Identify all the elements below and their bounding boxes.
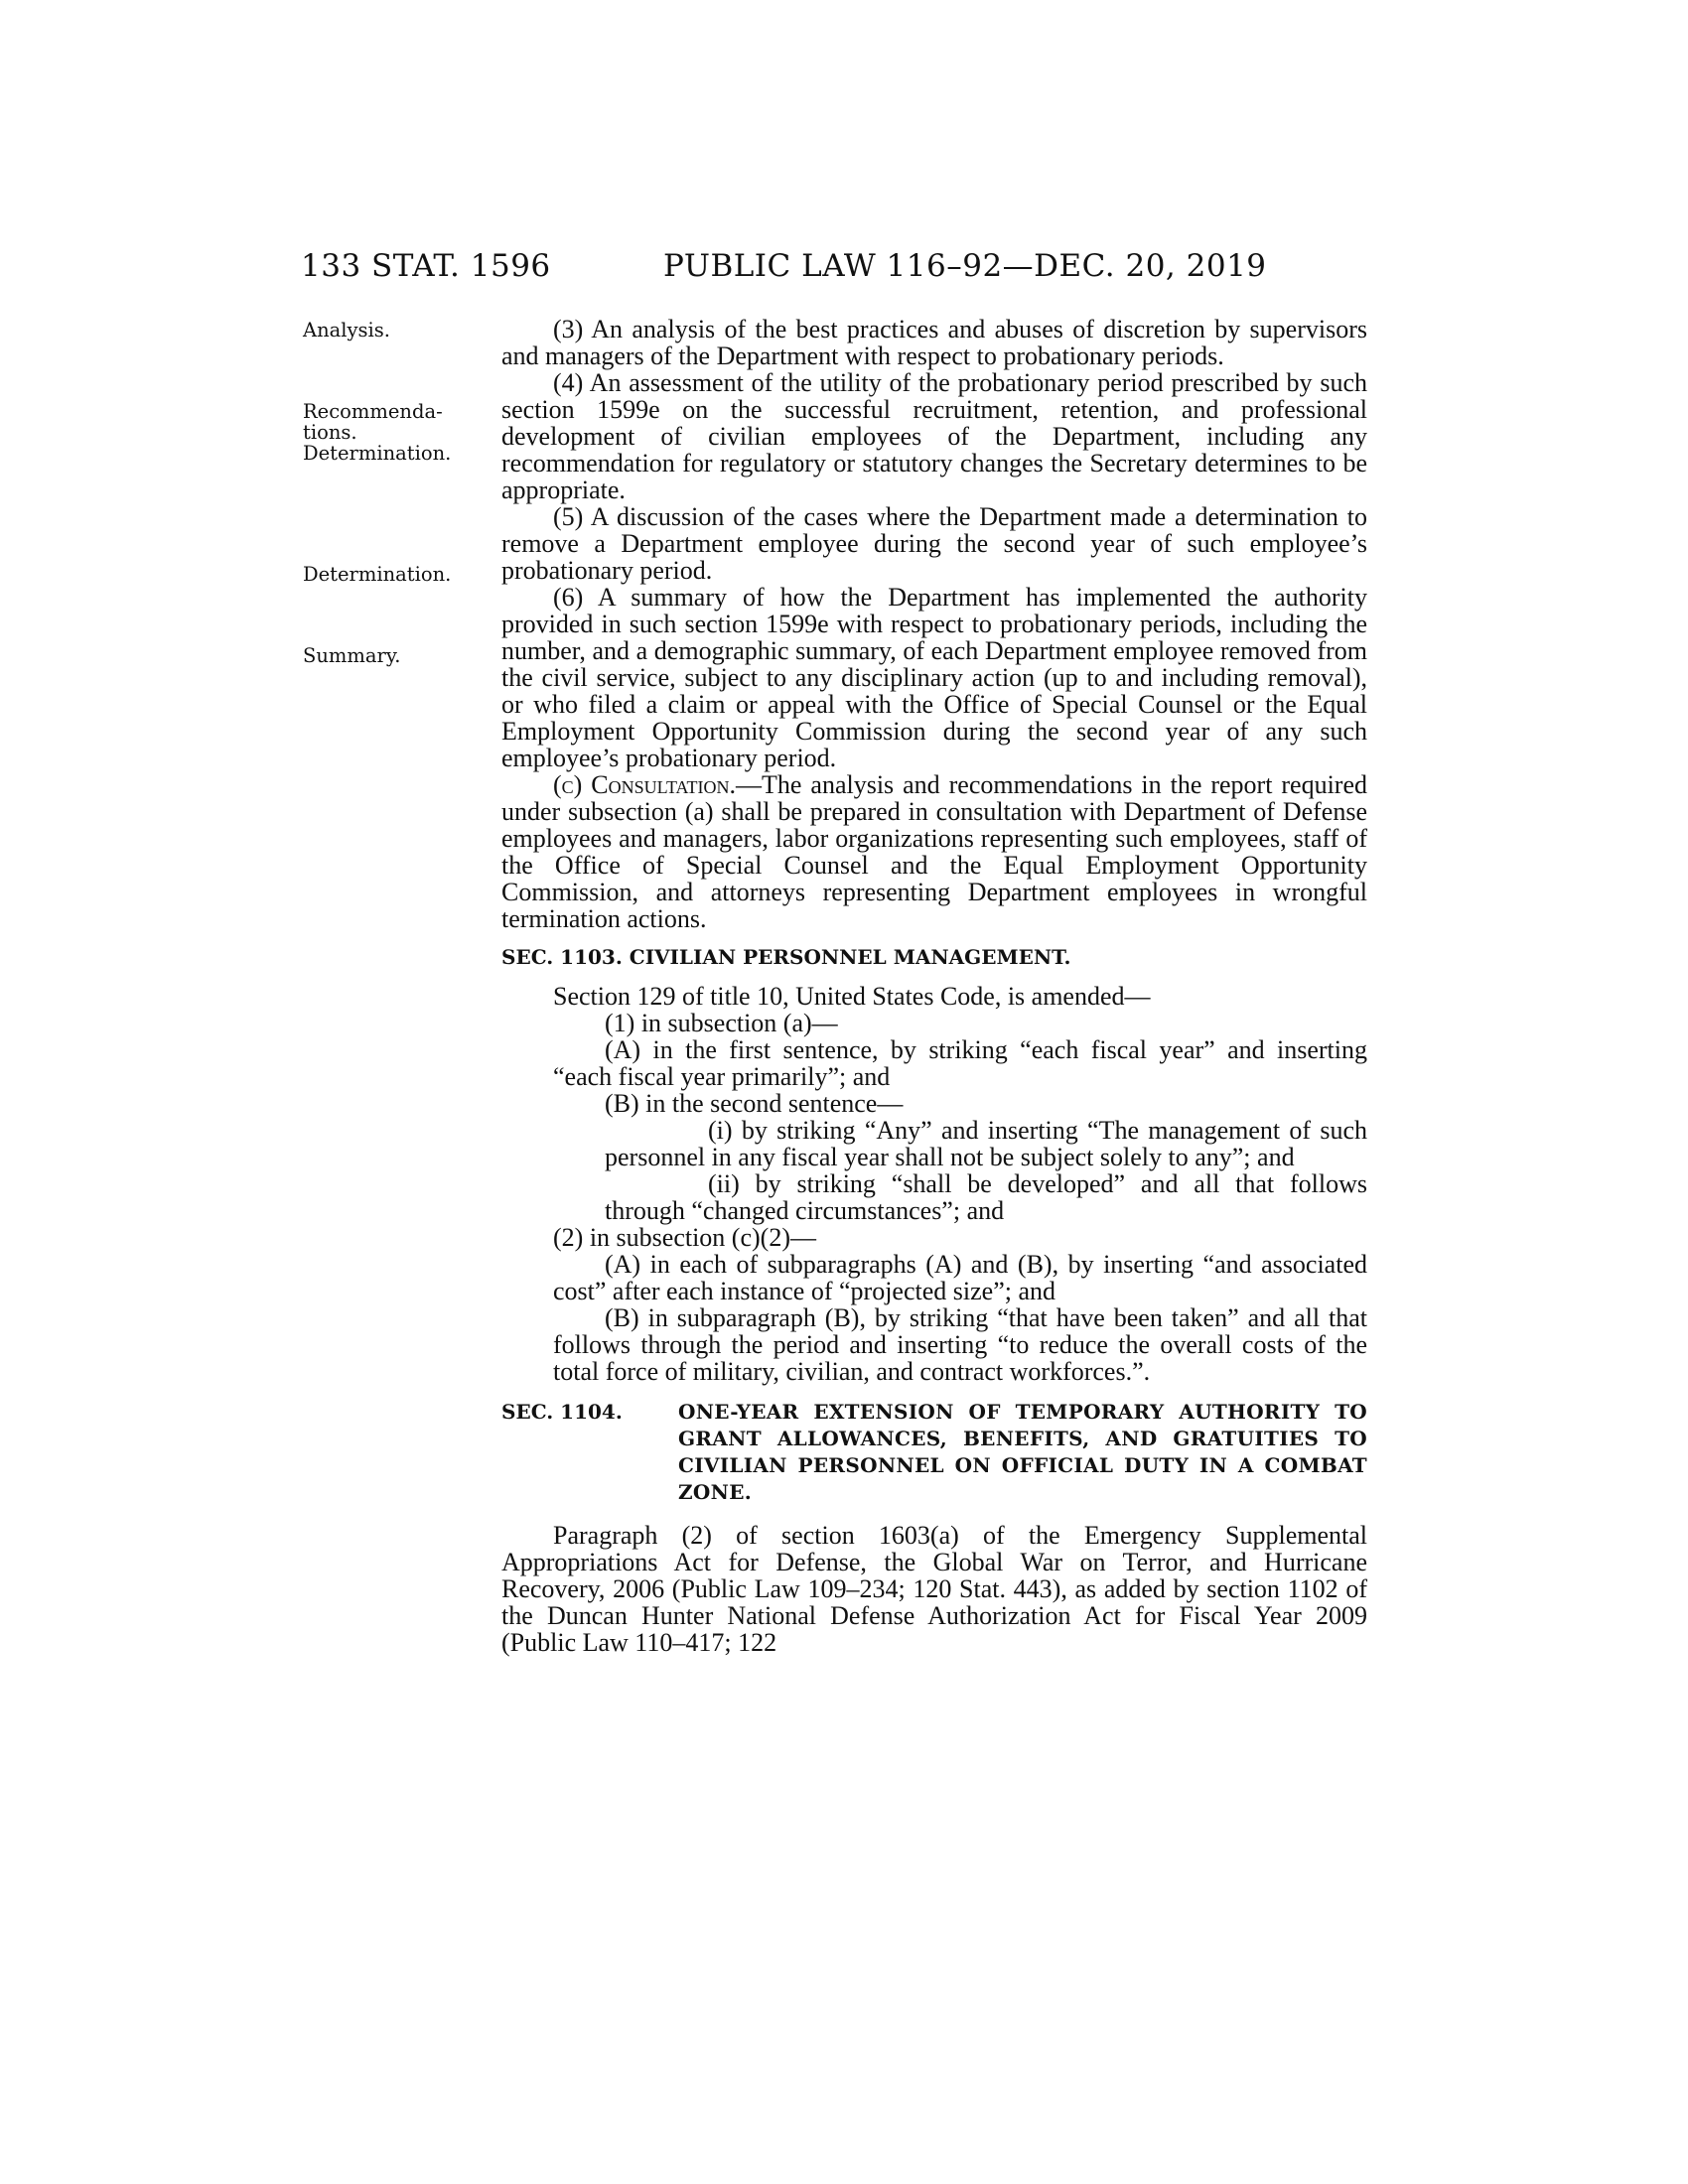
margin-note-determination: Determination.	[303, 442, 452, 465]
margin-note-determination-2: Determination.	[303, 563, 452, 586]
margin-note-recommendations-line1: Recommenda-	[303, 400, 443, 423]
paragraph-4: (4) An assessment of the utility of the probationary period prescribed by such section 1599e on the successful recruitment, retention, and professional development of civilian employees of the Department, including any recommendation for regulatory or statutory changes the Secretary determines to be appropriate.	[501, 368, 1367, 504]
subsection-c	[501, 771, 1367, 932]
subsection-c-heading: (c) Consultation.	[553, 770, 737, 799]
section-1104-heading	[501, 1399, 1367, 1506]
clause-1-B-i: (i) by striking “Any” and inserting “The management of such personnel in any fiscal year shall not be subject solely to any”; and	[605, 1116, 1367, 1171]
clause-1: (1) in subsection (a)—	[605, 1009, 838, 1037]
page-header	[0, 248, 1688, 288]
section-1104-title: ONE-YEAR EXTENSION OF TEMPORARY AUTHORITY TO GRANT ALLOWANCES, BENEFITS, AND GRATUITIES TO CIVILIAN PERSONNEL ON OFFICIAL DUTY IN A COMBAT ZONE.	[678, 1400, 1367, 1504]
section-1103-intro: Section 129 of title 10, United States Code, is amended—	[553, 982, 1151, 1011]
clause-1-A: (A) in the first sentence, by striking “each fiscal year” and inserting “each fiscal year primarily”; and	[553, 1035, 1367, 1091]
clause-1-B: (B) in the second sentence—	[605, 1089, 904, 1118]
clause-2-A: (A) in each of subparagraphs (A) and (B), by inserting “and associated cost” after each instance of “projected size”; and	[553, 1250, 1367, 1305]
margin-note-recommendations	[303, 401, 451, 464]
paragraph-3: (3) An analysis of the best practices and abuses of discretion by supervisors and managers of the Department with respect to probationary periods.	[501, 315, 1367, 370]
section-1104-text: Paragraph (2) of section 1603(a) of the Emergency Supplemental Appropriations Act for Defense, the Global War on Terror, and Hurricane Recovery, 2006 (Public Law 109–234; 120 Stat. 443), as added by section 1102 of the Duncan Hunter National Defense Authorization Act for Fiscal Year 2009 (Public Law 110–417; 122	[501, 1521, 1367, 1657]
paragraph-5: (5) A discussion of the cases where the Department made a determination to remove a Department employee during the second year of such employee’s probationary period.	[501, 502, 1367, 585]
clause-1-B-ii: (ii) by striking “shall be developed” and all that follows through “changed circumstances”; and	[605, 1169, 1367, 1225]
document-body	[501, 316, 1367, 1656]
stat-page-number: 133 STAT. 1596	[301, 248, 551, 284]
section-1103-heading: SEC. 1103. CIVILIAN PERSONNEL MANAGEMENT.	[501, 945, 1071, 969]
clause-2-B: (B) in subparagraph (B), by striking “that have been taken” and all that follows through the period and inserting “to reduce the overall costs of the total force of military, civilian, and contract workforces.”.	[553, 1303, 1367, 1386]
public-law-title: PUBLIC LAW 116–92—DEC. 20, 2019	[663, 248, 1267, 284]
subsection-c-text: —The analysis and recommendations in the report required under subsection (a) shall be prepared in consultation with Department of Defense employees and managers, labor organizations representing such employees, staff of the Office of Special Counsel and the Equal Employment Opportunity Commission, and attorneys representing Department employees in wrongful termination actions.	[501, 770, 1368, 933]
margin-note-summary: Summary.	[303, 644, 401, 667]
section-1104-label: SEC. 1104.	[501, 1400, 623, 1424]
margin-note-analysis: Analysis.	[303, 319, 390, 341]
clause-2: (2) in subsection (c)(2)—	[553, 1223, 816, 1252]
paragraph-6: (6) A summary of how the Department has implemented the authority provided in such section 1599e with respect to probationary periods, including the number, and a demographic summary, of each Department employee removed from the civil service, subject to any disciplinary action (up to and including removal), or who filed a claim or appeal with the Office of Special Counsel or the Equal Employment Opportunity Commission during the second year of any such employee’s probationary period.	[501, 583, 1367, 772]
margin-note-recommendations-line2: tions.	[303, 421, 357, 444]
